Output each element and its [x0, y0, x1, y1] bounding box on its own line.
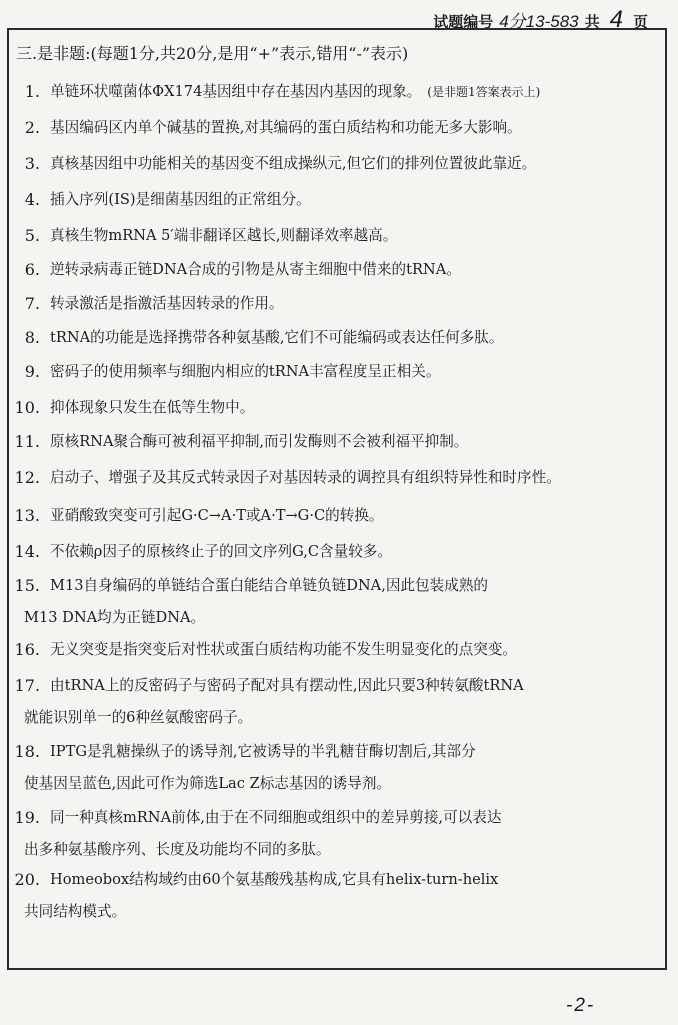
question-text: 由tRNA上的反密码子与密码子配对具有摆动性,因此只要3种转氨酸tRNA [50, 677, 524, 694]
question-text: M13自身编码的单链结合蛋白能结合单链负链DNA,因此包装成熟的 [50, 577, 489, 594]
question-text: 插入序列(IS)是细菌基因组的正常组分。 [50, 191, 311, 208]
exam-id-code: 4分13-583 [499, 12, 579, 31]
question-text: Homeobox结构域约由60个氨基酸残基构成,它具有helix-turn-helix [50, 871, 499, 888]
question-text: 同一种真核mRNA前体,由于在不同细胞或组织中的差异剪接,可以表达 [50, 809, 502, 826]
page-number: -2- [566, 995, 596, 1016]
question-text: 抑体现象只发生在低等生物中。 [50, 399, 255, 416]
question-text: 单链环状噬菌体ΦX174基因组中存在基因内基因的现象。 (是非题1答案表示上) [50, 83, 541, 100]
question-number: 5. [24, 226, 40, 245]
question-text-continued: 出多种氨基酸序列、长度及功能均不同的多肽。 [24, 841, 331, 858]
page-unit-label: 页 [632, 13, 648, 31]
question-number: 14. [14, 542, 40, 561]
question-text-continued: M13 DNA均为正链DNA。 [24, 609, 206, 626]
question-text: 密码子的使用频率与细胞内相应的tRNA丰富程度呈正相关。 [50, 363, 441, 380]
question-number: 20. [14, 870, 40, 889]
question-number: 17. [14, 676, 40, 695]
question-text: 真核基因组中功能相关的基因变不组成操纵元,但它们的排列位置彼此靠近。 [50, 155, 537, 172]
question-text: 基因编码区内单个碱基的置换,对其编码的蛋白质结构和功能无多大影响。 [50, 119, 522, 136]
question-number: 15. [14, 576, 40, 595]
question-text: 不依赖ρ因子的原核终止子的回文序列G,C含量较多。 [50, 543, 392, 560]
question-number: 6. [24, 260, 40, 279]
question-number: 11. [14, 432, 40, 451]
question-number: 10. [14, 398, 40, 417]
question-number: 4. [24, 190, 40, 209]
question-number: 12. [14, 468, 40, 487]
question-text: IPTG是乳糖操纵子的诱导剂,它被诱导的半乳糖苷酶切割后,其部分 [50, 743, 476, 760]
question-number: 18. [14, 742, 40, 761]
total-pages-value: 4 [609, 6, 623, 33]
question-text: 原核RNA聚合酶可被利福平抑制,而引发酶则不会被利福平抑制。 [50, 433, 469, 450]
question-text-continued: 共同结构模式。 [24, 903, 127, 920]
question-number: 3. [24, 154, 40, 173]
question-text: 真核生物mRNA 5′端非翻译区越长,则翻译效率越高。 [50, 227, 398, 244]
question-text-continued: 使基因呈蓝色,因此可作为筛选Lac Z标志基因的诱导剂。 [24, 775, 392, 792]
question-number: 19. [14, 808, 40, 827]
question-text: 转录激活是指激活基因转录的作用。 [50, 295, 284, 312]
question-text: 亚硝酸致突变可引起G·C→A·T或A·T→G·C的转换。 [50, 507, 384, 524]
question-text: 逆转录病毒正链DNA合成的引物是从寄主细胞中借来的tRNA。 [50, 261, 461, 278]
total-pages-label: 共 [584, 13, 600, 31]
question-text: 无义突变是指突变后对性状或蛋白质结构功能不发生明显变化的点突变。 [50, 641, 518, 658]
exam-id-label: 试题编号 [433, 13, 494, 31]
question-number: 13. [14, 506, 40, 525]
question-number: 7. [24, 294, 40, 313]
question-number: 2. [24, 118, 40, 137]
question-number: 1. [24, 82, 40, 101]
question-number: 16. [14, 640, 40, 659]
section-intro: 三.是非题:(每题1分,共20分,是用“+”表示,错用“-”表示) [16, 44, 409, 63]
question-number: 9. [24, 362, 40, 381]
question-text: tRNA的功能是选择携带各种氨基酸,它们不可能编码或表达任何多肽。 [50, 329, 504, 346]
answer-format-note: (是非题1答案表示上) [427, 85, 541, 99]
question-text-continued: 就能识别单一的6种丝氨酸密码子。 [24, 709, 253, 726]
question-number: 8. [24, 328, 40, 347]
question-text: 启动子、增强子及其反式转录因子对基因转录的调控具有组织特异性和时序性。 [50, 469, 561, 486]
